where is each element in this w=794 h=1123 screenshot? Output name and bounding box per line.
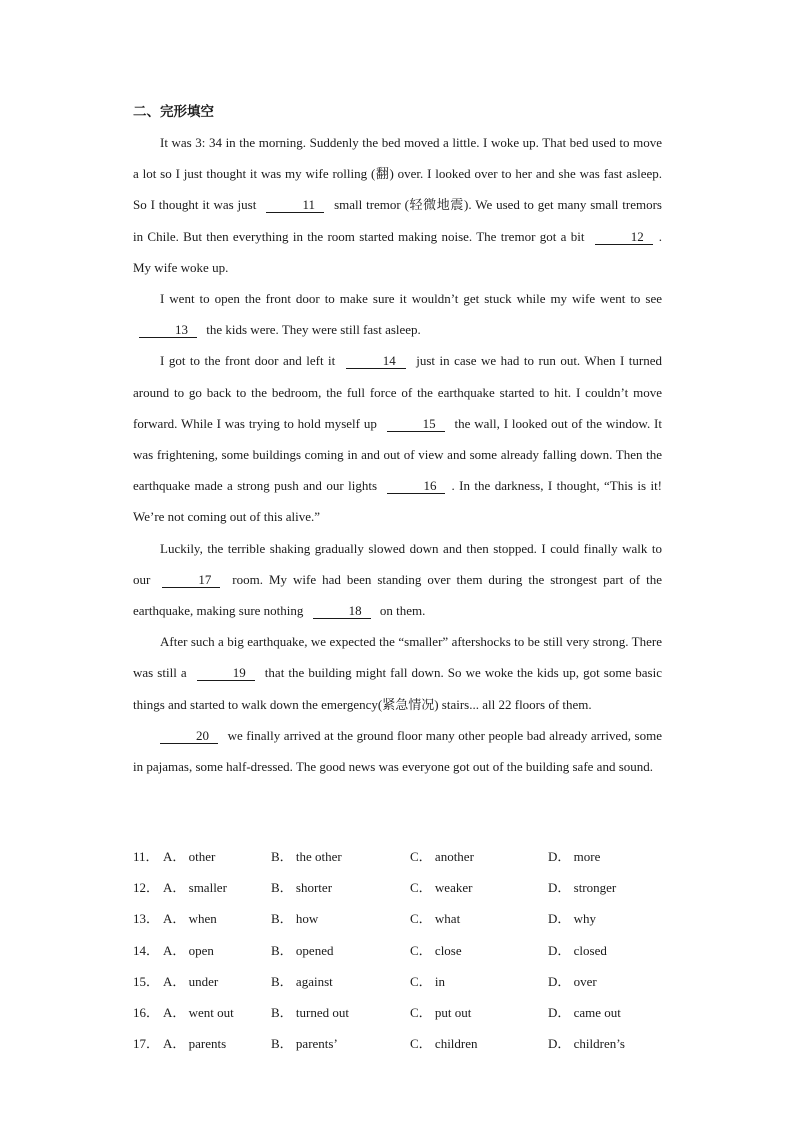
option-a: A． went out [163, 1004, 234, 1020]
option-a: A． other [163, 849, 216, 864]
paragraph-4 [133, 533, 662, 627]
paragraph-6 [133, 720, 662, 782]
question-row-15 [133, 966, 693, 997]
paragraph-3 [133, 345, 662, 532]
option-d: D． over [548, 973, 597, 989]
option-d: D． came out [548, 1004, 621, 1020]
text-span: I got to the front door and left it [160, 353, 340, 369]
option-a: A． parents [163, 1036, 227, 1052]
text-span: that the building might fall down. So we woke the kids up, got some basic things and started to walk down the emergency(紧急情况) stairs... all 22 floors of them. [133, 665, 663, 712]
question-number: 14． [133, 942, 160, 958]
text-span: . My wife woke up. [133, 228, 662, 275]
blank-13: 13 [139, 323, 197, 338]
text-span: room. My wife had been standing over them during the strongest part of the earthquake, making sure nothing [133, 571, 662, 619]
option-d: D． closed [548, 942, 607, 958]
option-c: C． what [410, 911, 461, 927]
option-b: B． against [271, 973, 333, 989]
text-span: After such a big earthquake, we expected the “smaller” aftershocks to be still very strong. There was still a [133, 634, 662, 681]
question-row-14 [133, 935, 693, 966]
blank-15: 15 [387, 417, 445, 432]
option-b: B． shorter [271, 880, 333, 896]
text-span: the kids were. They were still fast asleep. [203, 322, 421, 338]
text-span: we finally arrived at the ground floor many other people bad already arrived, some in pajamas, some half-dressed. The good news was everyone got out of the building safe and sound. [133, 727, 662, 775]
option-a: A． smaller [163, 880, 227, 896]
option-c: C． weaker [410, 880, 473, 896]
option-c: C． children [410, 1036, 478, 1052]
blank-16: 16 [387, 479, 445, 494]
text-span: . In the darkness, I thought, “This is it! We’re not coming out of this alive.” [133, 478, 663, 525]
option-d: D． children’s [548, 1036, 625, 1052]
question-number: 15． [133, 973, 160, 989]
question-number: 12． [133, 880, 160, 896]
blank-19: 19 [197, 666, 255, 681]
option-d: D． more [548, 849, 601, 864]
text-span: It was 3: 34 in the morning. Suddenly the bed moved a little. I woke up. That bed used to move a lot so I just thought it was my wife rolling (翻) over. I looked over to her and she was fast asleep. So I thought it was just [133, 135, 662, 213]
text-span: the wall, I looked out of the window. It was frightening, some buildings coming in and out of view and some already falling down. Then the earthquake made a strong push and our lights [133, 415, 662, 494]
text-span: just in case we had to run out. When I turned around to go back to the bedroom, the full force of the earthquake started to hit. I couldn’t move forward. While I was trying to hold myself up [133, 353, 662, 431]
question-number: 16． [133, 1004, 160, 1020]
cloze-passage [133, 127, 662, 782]
section-heading: 二、完形填空 [133, 104, 214, 120]
option-a: A． open [163, 942, 214, 958]
question-row-13 [133, 903, 693, 934]
option-a: A． when [163, 911, 217, 927]
blank-14: 14 [346, 354, 406, 369]
question-row-17 [133, 1028, 693, 1059]
blank-11: 11 [266, 198, 324, 213]
option-c: C． put out [410, 1004, 472, 1020]
question-number: 11． [133, 849, 159, 864]
option-b: B． parents’ [271, 1036, 338, 1052]
question-row-11 [133, 841, 693, 872]
option-b: B． the other [271, 849, 342, 864]
blank-12: 12 [595, 230, 653, 245]
question-number: 17． [133, 1036, 160, 1052]
paragraph-2 [133, 283, 662, 345]
question-number: 13． [133, 911, 160, 927]
option-c: C． another [410, 849, 474, 864]
text-span: small tremor (轻微地震). We used to get many small tremors in Chile. But then everything in the room started making noise. The tremor got a bit [133, 197, 662, 244]
text-span: on them. [376, 603, 426, 619]
text-span: I went to open the front door to make sure it wouldn’t get stuck while my wife went to see [160, 291, 662, 307]
blank-18: 18 [313, 604, 371, 619]
paragraph-1 [133, 127, 662, 283]
option-d: D． why [548, 911, 597, 927]
question-row-16 [133, 997, 693, 1028]
text-span: Luckily, the terrible shaking gradually slowed down and then stopped. I could finally walk to our [133, 540, 662, 587]
blank-17: 17 [162, 573, 220, 588]
option-c: C． in [410, 973, 446, 989]
option-b: B． turned out [271, 1004, 349, 1020]
option-c: C． close [410, 942, 462, 958]
option-b: B． opened [271, 942, 334, 958]
option-b: B． how [271, 911, 319, 927]
answer-options [133, 841, 693, 1059]
blank-20: 20 [160, 729, 218, 744]
option-d: D． stronger [548, 880, 617, 896]
question-row-12 [133, 872, 693, 903]
option-a: A． under [163, 973, 219, 989]
paragraph-5 [133, 626, 662, 720]
